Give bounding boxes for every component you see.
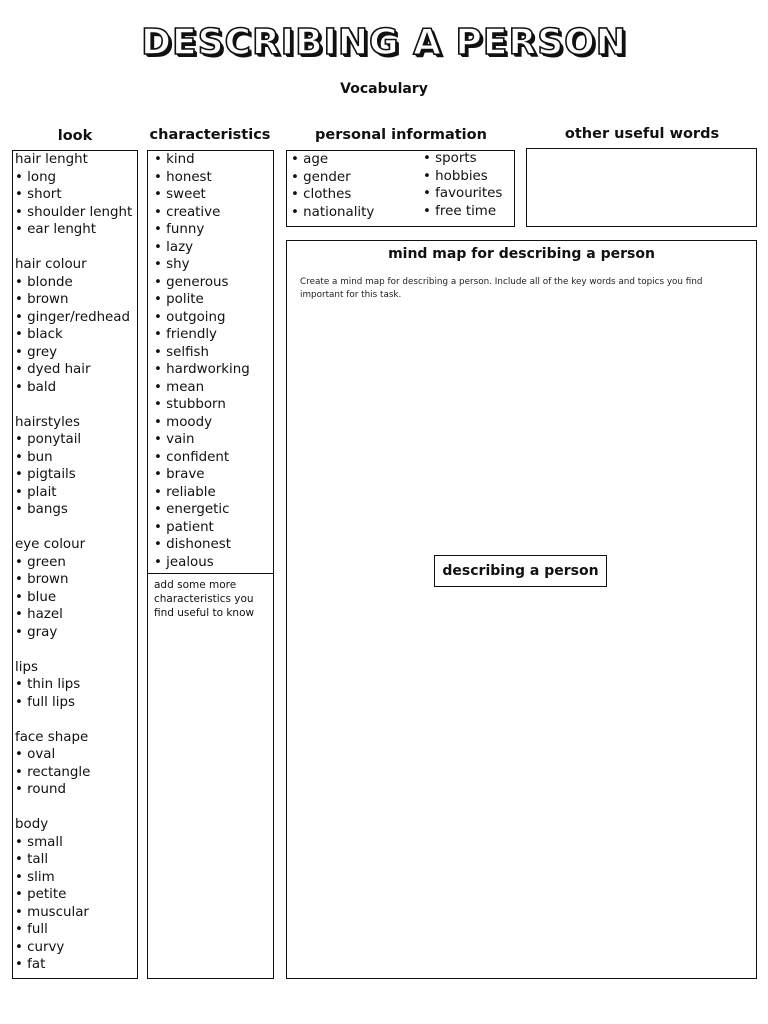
characteristics-note: add some more characteristics you find useful to know [154,579,255,619]
mind-map-instructions: Create a mind map for describing a person. Include all of the key words and topics you find important for this task. [300,277,703,300]
look-item: • gray [15,624,58,640]
look-item: • rectangle [15,764,91,780]
other-useful-words-box[interactable] [526,148,757,227]
look-group-title: face shape [15,729,89,745]
look-item: • hazel [15,607,63,622]
spacer [15,239,132,257]
look-item: • small [15,834,63,850]
look-item: • long [15,169,57,185]
mind-map-title: mind map for describing a person [388,246,655,262]
spacer [15,799,132,817]
look-group-title: lips [15,659,38,675]
characteristic-item: • friendly [154,327,217,342]
look-item: • ponytail [15,432,82,447]
characteristic-item: • generous [154,274,229,290]
characteristic-item: • shy [154,257,190,272]
characteristics-list [154,151,250,571]
personal-information-item: • hobbies [423,168,488,184]
characteristic-item: • selfish [154,344,209,360]
characteristic-item: • sweet [154,187,206,202]
characteristic-item: • energetic [154,502,230,517]
characteristic-item: • jealous [154,554,214,570]
look-item: • full lips [15,694,75,710]
personal-information-item: • clothes [291,187,352,202]
characteristics-divider [147,573,274,574]
look-item: • bald [15,379,57,395]
characteristic-item: • kind [154,152,195,167]
characteristic-item: • lazy [154,239,194,255]
characteristic-item: • brave [154,467,205,482]
look-item: • short [15,187,62,202]
look-item: • pigtails [15,467,76,482]
spacer [15,641,132,659]
look-item: • petite [15,887,67,902]
page-title: DESCRIBING A PERSON [141,22,627,63]
look-item: • grey [15,344,58,360]
personal-information-item: • favourites [423,186,503,201]
look-item: • slim [15,869,55,885]
personal-information-list-2 [423,150,502,220]
characteristic-item: • outgoing [154,309,226,325]
look-item: • black [15,327,63,342]
look-group-title: hairstyles [15,414,81,430]
characteristic-item: • stubborn [154,397,226,412]
look-group-title: body [15,817,49,832]
characteristics-heading: characteristics [149,127,271,143]
look-item: • blue [15,589,57,605]
look-item: • plait [15,484,57,500]
characteristic-item: • reliable [154,484,216,500]
look-item: • muscular [15,904,89,920]
look-item: • blonde [15,274,73,290]
look-item: • full [15,922,48,937]
look-item: • oval [15,747,56,762]
characteristic-item: • honest [154,169,212,185]
look-item: • bangs [15,502,68,517]
personal-information-list-1 [291,151,374,221]
other-useful-words-heading: other useful words [564,126,720,142]
characteristic-item: • hardworking [154,362,250,377]
characteristic-item: • moody [154,414,213,430]
look-group-title: hair colour [15,257,87,272]
look-item: • round [15,782,67,797]
characteristic-item: • dishonest [154,537,231,552]
mind-map-box[interactable] [286,240,757,979]
look-group-title: eye colour [15,537,86,552]
look-item: • ginger/redhead [15,309,130,325]
page-subtitle: Vocabulary [340,81,428,97]
look-item: • thin lips [15,677,81,692]
spacer [15,711,132,729]
characteristic-item: • confident [154,449,230,465]
characteristic-item: • vain [154,432,195,447]
look-list [15,151,132,974]
personal-information-item: • sports [423,151,477,166]
characteristic-item: • funny [154,222,205,237]
mind-map-center-label: describing a person [434,555,607,587]
look-item: • dyed hair [15,362,91,377]
spacer [15,396,132,414]
look-item: • fat [15,957,46,972]
characteristic-item: • polite [154,292,204,307]
look-item: • bun [15,449,53,465]
look-item: • green [15,554,66,570]
look-item: • tall [15,852,49,867]
personal-information-heading: personal information [315,127,487,143]
look-group-title: hair lenght [15,152,88,167]
look-item: • brown [15,292,69,307]
personal-information-item: • gender [291,169,351,185]
characteristic-item: • mean [154,379,205,395]
personal-information-item: • free time [423,203,497,219]
look-item: • brown [15,572,69,587]
personal-information-item: • age [291,152,329,167]
characteristic-item: • creative [154,204,221,220]
characteristic-item: • patient [154,519,214,535]
look-item: • ear lenght [15,222,97,237]
spacer [15,519,132,537]
look-item: • curvy [15,939,65,955]
look-item: • shoulder lenght [15,204,133,220]
personal-information-item: • nationality [291,204,375,220]
look-heading: look [57,128,93,144]
